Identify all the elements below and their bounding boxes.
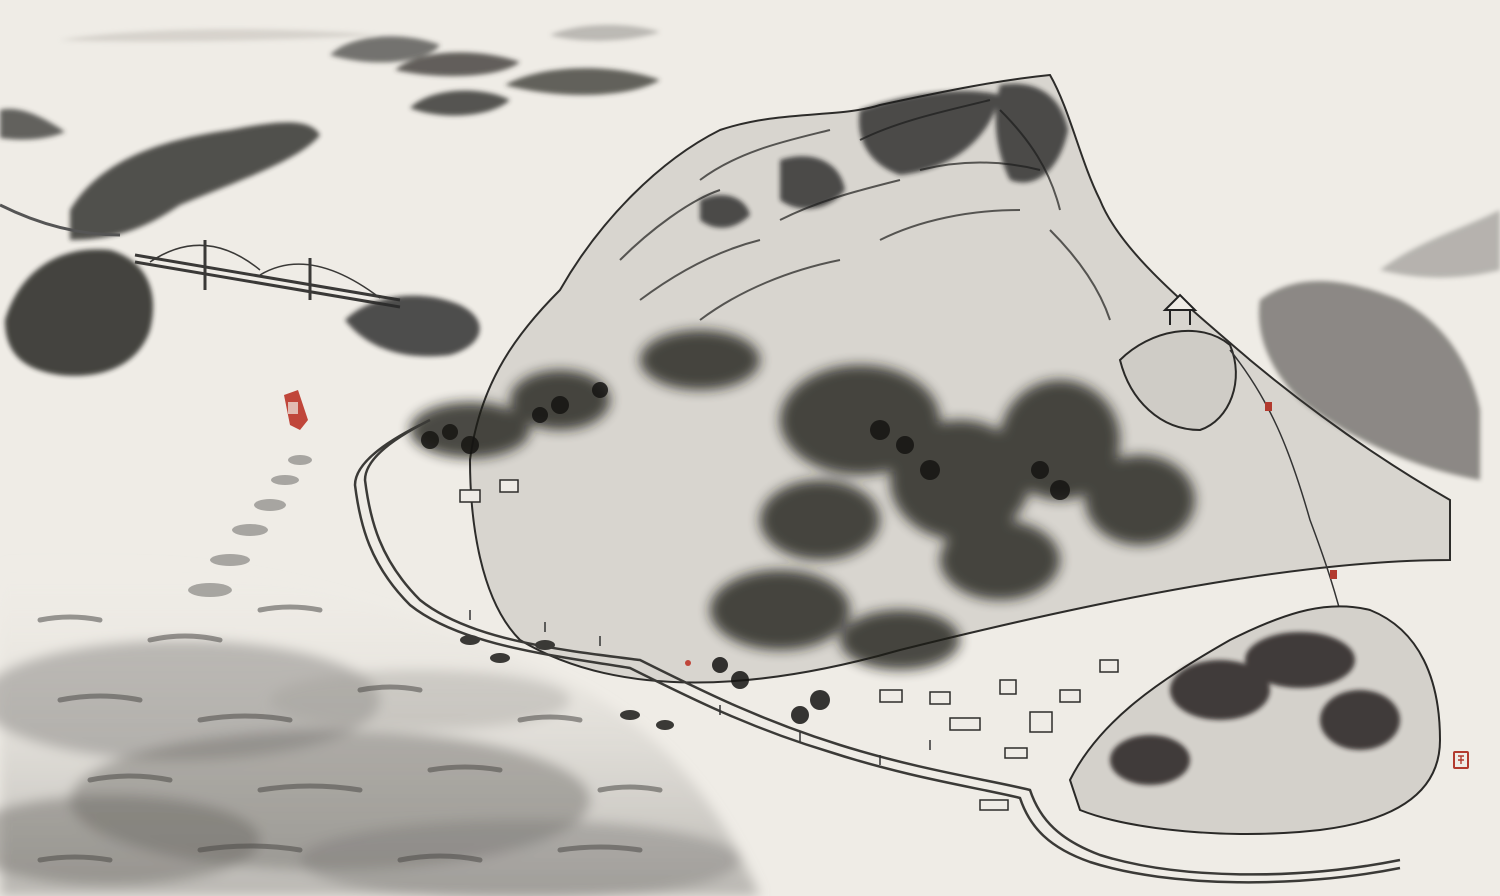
cable-car-icon — [1330, 570, 1337, 579]
cable-car-icon — [1265, 402, 1272, 411]
